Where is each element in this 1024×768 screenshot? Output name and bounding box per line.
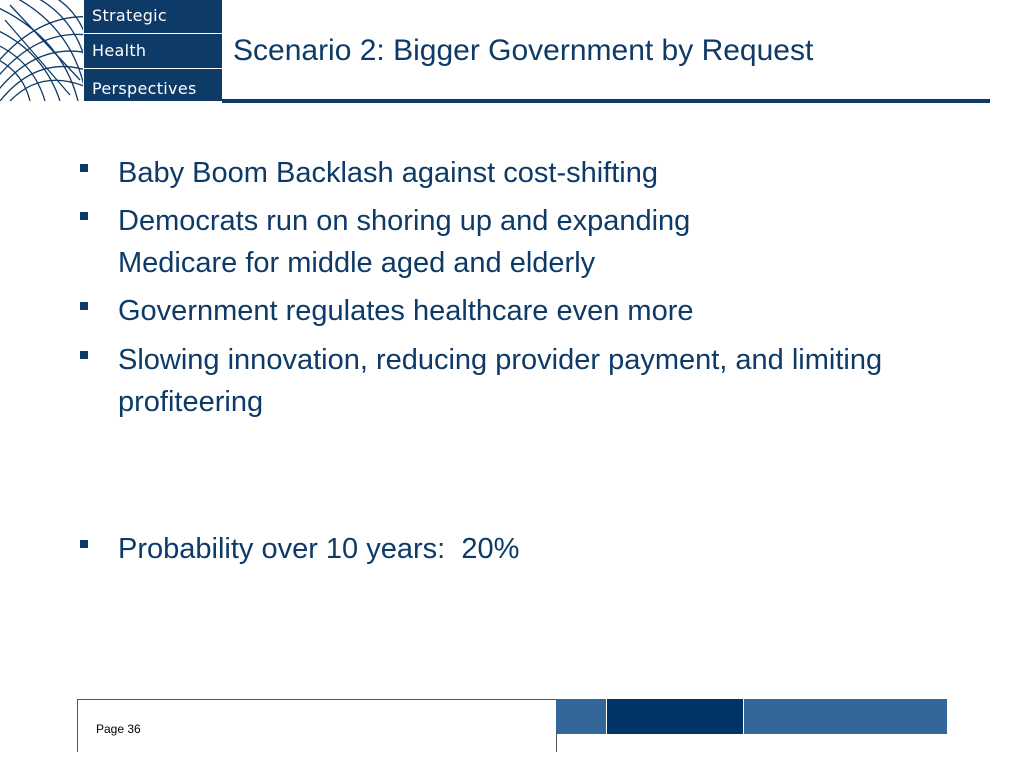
- square-bullet-icon: [80, 351, 88, 359]
- slide-title: Scenario 2: Bigger Government by Request: [233, 34, 814, 67]
- footer-bar-light: [556, 699, 606, 734]
- square-bullet-icon: [80, 302, 88, 310]
- footer-frame: [77, 699, 557, 752]
- footer-bar-dark: [607, 699, 743, 734]
- bullet-text: Democrats run on shoring up and expanding Medicare for middle aged and elderly: [118, 205, 691, 279]
- logo-word-perspectives: Perspectives: [92, 79, 197, 98]
- bullet-text: Probability over 10 years: 20%: [118, 533, 520, 565]
- logo-word-health: Health: [92, 41, 147, 60]
- footer-bar-light: [744, 699, 947, 734]
- square-bullet-icon: [80, 212, 88, 220]
- bullet-text: Government regulates healthcare even more: [118, 295, 694, 327]
- square-bullet-icon: [80, 164, 88, 172]
- bullet-text: Slowing innovation, reducing provider payment, and limiting profiteering: [118, 344, 883, 418]
- bullet-text: Baby Boom Backlash against cost-shifting: [118, 157, 658, 189]
- logo-word-strategic: Strategic: [92, 6, 168, 25]
- square-bullet-icon: [80, 540, 88, 548]
- page-number: Page 36: [96, 722, 141, 736]
